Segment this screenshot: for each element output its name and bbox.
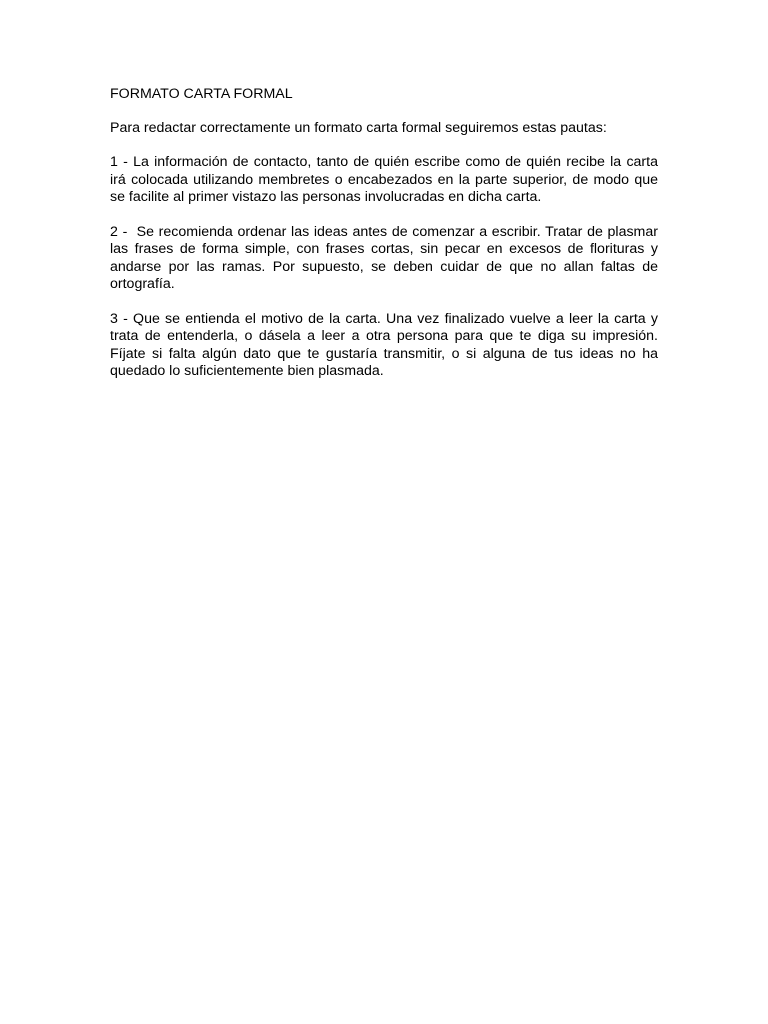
paragraph-3: 3 - Que se entienda el motivo de la carta. Una vez finalizado vuelve a leer la carta y trata de entenderla, o dásela a leer a otra persona para que te diga su impresión. Fíjate si falta algún dato que te gustaría transmitir, o si alguna de tus ideas no ha quedado lo suficientemente bien plasmada. [110, 310, 658, 379]
document-body [110, 86, 662, 398]
intro-paragraph: Para redactar correctamente un formato carta formal seguiremos estas pautas: [110, 119, 607, 136]
document-title: FORMATO CARTA FORMAL [110, 86, 293, 102]
paragraph-2: 2 - Se recomienda ordenar las ideas antes de comenzar a escribir. Tratar de plasmar las frases de forma simple, con frases cortas, sin pecar en excesos de florituras y andarse por las ramas. Por supuesto, se deben cuidar de que no allan faltas de ortografía. [110, 223, 662, 292]
paragraph-1: 1 - La información de contacto, tanto de quién escribe como de quién recibe la carta irá colocada utilizando membretes o encabezados en la parte superior, de modo que se facilite al primer vistazo las personas involucradas en dicha carta. [110, 154, 658, 205]
